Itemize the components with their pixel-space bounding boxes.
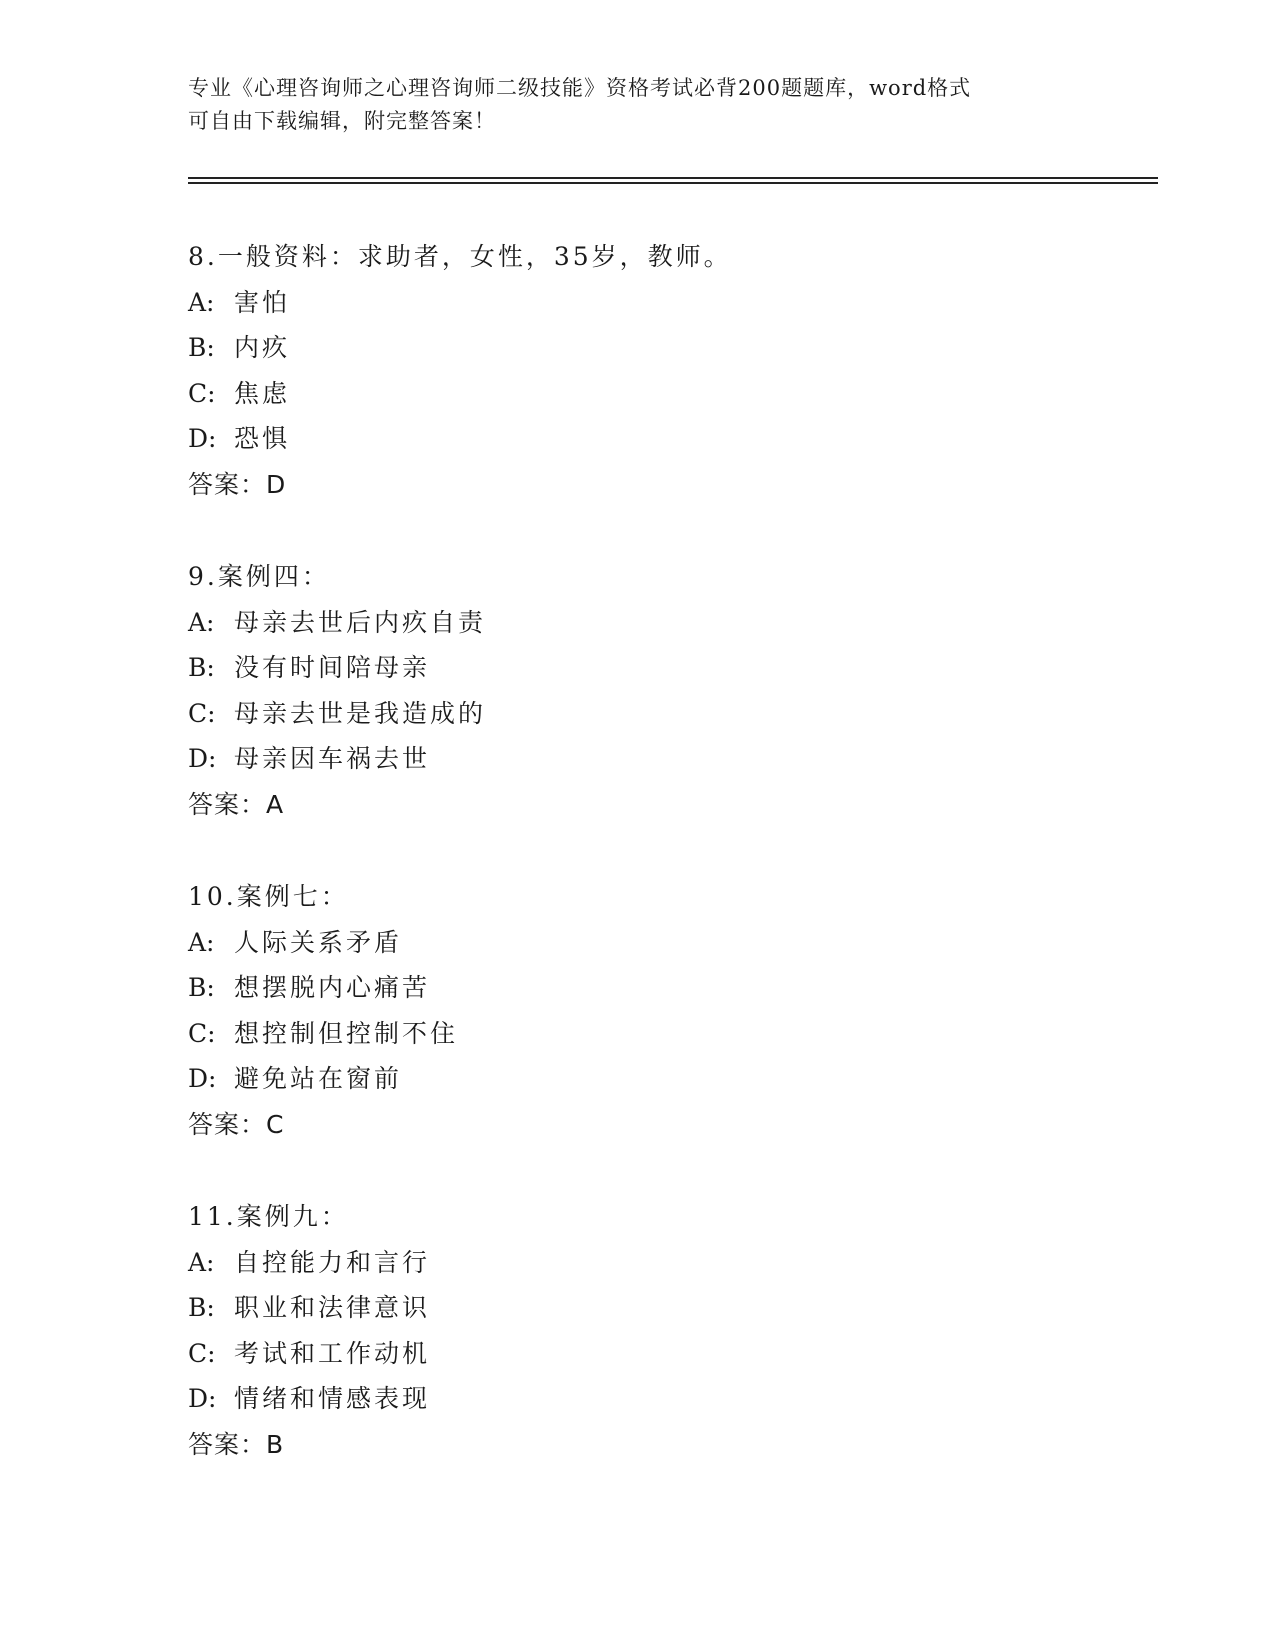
option-letter: A: bbox=[188, 287, 215, 317]
option-c bbox=[188, 1011, 1088, 1057]
option-letter: C: bbox=[188, 378, 216, 408]
option-text: 母亲去世是我造成的 bbox=[234, 698, 487, 728]
question-stem: 10.案例七： bbox=[188, 882, 349, 911]
answer-line: 答案：B bbox=[188, 1429, 285, 1459]
option-letter: A: bbox=[188, 607, 215, 637]
option-letter: C: bbox=[188, 1018, 216, 1048]
option-letter: D: bbox=[188, 424, 217, 453]
option-text: 自控能力和言行 bbox=[234, 1247, 431, 1277]
question-block bbox=[188, 1194, 1088, 1467]
question-block bbox=[188, 234, 1088, 507]
option-text: 想摆脱内心痛苦 bbox=[234, 973, 431, 1002]
option-letter: C: bbox=[188, 1338, 216, 1368]
option-text: 职业和法律意识 bbox=[234, 1293, 431, 1322]
option-d bbox=[188, 736, 1088, 782]
header-line-1: 专业《心理咨询师之心理咨询师二级技能》资格考试必背200题题库，word格式 bbox=[188, 76, 972, 100]
option-text: 想控制但控制不住 bbox=[234, 1018, 459, 1048]
question-block bbox=[188, 554, 1088, 827]
option-text: 情绪和情感表现 bbox=[234, 1384, 431, 1413]
option-text: 人际关系矛盾 bbox=[234, 927, 403, 957]
answer-line: 答案：D bbox=[188, 469, 287, 499]
option-letter: A: bbox=[188, 927, 215, 957]
option-letter: D: bbox=[188, 744, 217, 773]
option-text: 恐惧 bbox=[234, 424, 291, 453]
option-text: 害怕 bbox=[234, 287, 291, 317]
option-text: 避免站在窗前 bbox=[234, 1064, 403, 1093]
option-a bbox=[188, 600, 1088, 646]
question-stem: 8.一般资料：求助者，女性，35岁，教师。 bbox=[188, 242, 732, 271]
question-block bbox=[188, 874, 1088, 1147]
option-letter: B: bbox=[188, 653, 215, 682]
header-divider-top bbox=[188, 177, 1158, 179]
question-stem: 11.案例九： bbox=[188, 1202, 349, 1231]
option-letter: A: bbox=[188, 1247, 215, 1277]
option-text: 焦虑 bbox=[234, 378, 291, 408]
option-letter: C: bbox=[188, 698, 216, 728]
option-b bbox=[188, 1285, 1088, 1331]
option-d bbox=[188, 416, 1088, 462]
question-stem: 9.案例四： bbox=[188, 562, 330, 591]
option-a bbox=[188, 920, 1088, 966]
option-c bbox=[188, 691, 1088, 737]
option-text: 没有时间陪母亲 bbox=[234, 653, 431, 682]
option-c bbox=[188, 1331, 1088, 1377]
option-d bbox=[188, 1056, 1088, 1102]
option-a bbox=[188, 280, 1088, 326]
option-text: 母亲去世后内疚自责 bbox=[234, 607, 487, 637]
option-letter: B: bbox=[188, 333, 215, 362]
option-b bbox=[188, 645, 1088, 691]
option-letter: B: bbox=[188, 1293, 215, 1322]
option-text: 考试和工作动机 bbox=[234, 1338, 431, 1368]
header-line-2: 可自由下载编辑，附完整答案！ bbox=[188, 109, 496, 133]
option-text: 母亲因车祸去世 bbox=[234, 744, 431, 773]
option-d bbox=[188, 1376, 1088, 1422]
option-letter: D: bbox=[188, 1384, 217, 1413]
answer-line: 答案：A bbox=[188, 789, 285, 819]
option-b bbox=[188, 325, 1088, 371]
option-a bbox=[188, 1240, 1088, 1286]
option-b bbox=[188, 965, 1088, 1011]
answer-line: 答案：C bbox=[188, 1109, 285, 1139]
option-letter: D: bbox=[188, 1064, 217, 1093]
document-header bbox=[188, 72, 1088, 138]
option-letter: B: bbox=[188, 973, 215, 1002]
option-c bbox=[188, 371, 1088, 417]
option-text: 内疚 bbox=[234, 333, 291, 362]
header-divider-bottom bbox=[188, 182, 1158, 184]
